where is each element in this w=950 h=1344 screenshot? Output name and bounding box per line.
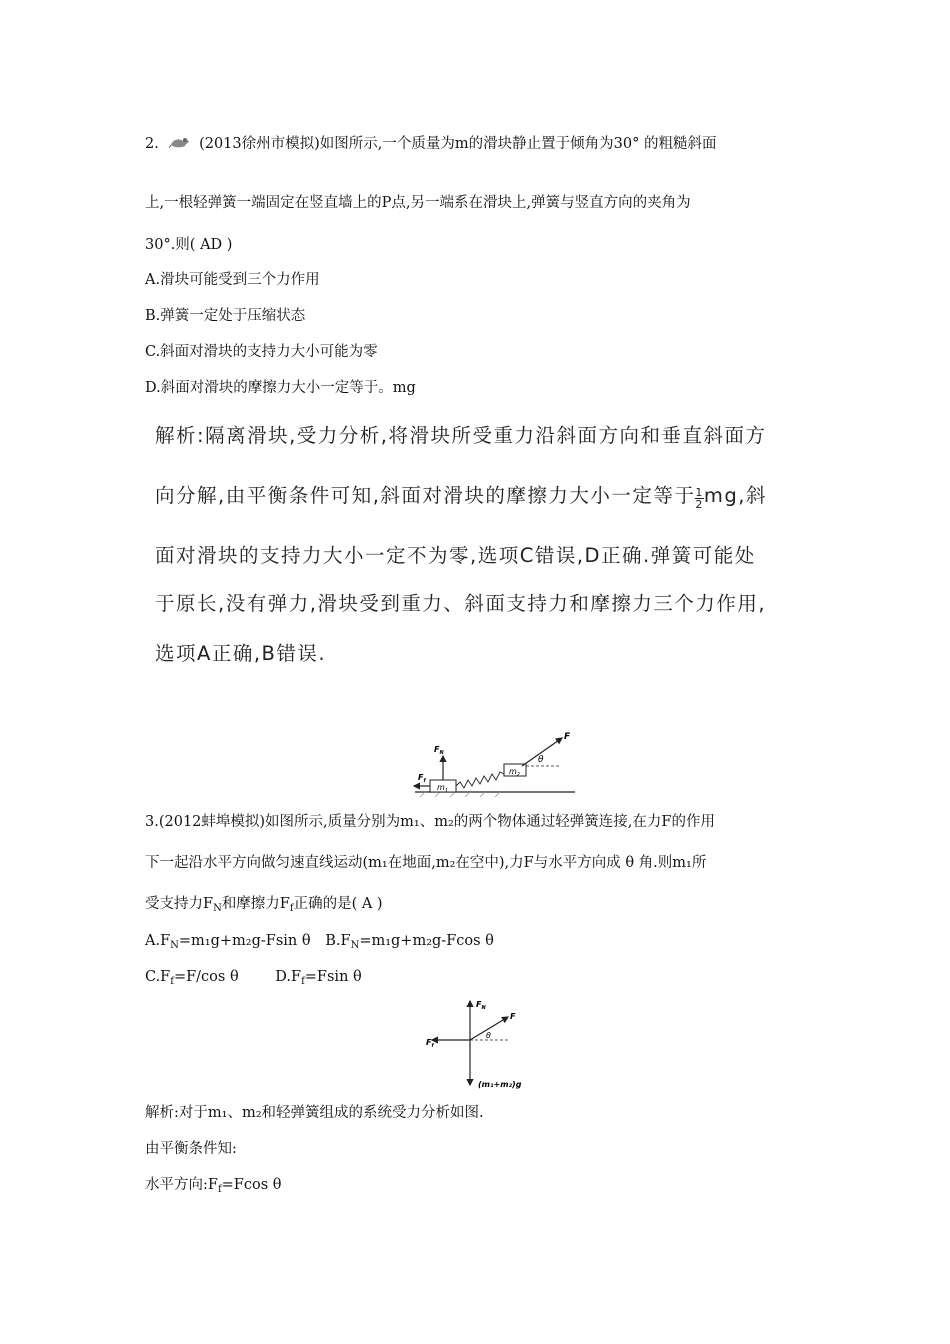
analysis-line1: 解析:隔离滑块,受力分析,将滑块所受重力沿斜面方向和垂直斜面方 [155,424,767,447]
q3-option-a: $A.F_N=m_1g+m_2g$-Fsin θ [145,933,311,951]
q3-l3c: 正确的是( A ) [293,896,383,912]
q2-number: 2. [145,136,159,152]
q3-stem-line2: 下一起沿水平方向做匀速直线运动(m₁在地面,m₂在空中),力F与水平方向成 θ 角.则m₁所 [145,855,707,871]
q2-stem-line1: (2013徐州市模拟)如图所示,一个质量为m的滑块静止置于倾角为30° 的粗糙斜面 [199,136,717,152]
label-f: F [564,732,571,742]
q2-option-c: C.斜面对滑块的支持力大小可能为零 [145,344,378,360]
figure-force-diagram [420,995,550,1091]
q2-option-a: A.滑块可能受到三个力作用 [145,272,320,288]
analysis-line5: 选项A正确,B错误. [155,642,327,665]
mouse-icon [169,134,191,150]
q3-l3a: 受支持力F [145,896,214,912]
figure-spring-blocks [410,728,580,798]
svg-text:m2: $m_2$ [509,767,520,778]
analysis-line2 [155,482,767,510]
tail-line2: 由平衡条件知: [145,1141,237,1157]
spring [456,772,504,788]
q3-stem-line1: 3.(2012蚌埠模拟)如图所示,质量分别为m₁、m₂的两个物体通过轻弹簧连接,在力F的作用 [145,814,715,830]
fraction-numerator: 1 [695,486,704,499]
q3-sub-f: f [289,903,294,914]
label-theta: θ [538,755,544,765]
q2-header [145,134,716,154]
tail-line3: 水平方向$:F_f=Fcos$ θ [145,1177,282,1195]
q2-option-b: B.弹簧一定处于压缩状态 [145,308,306,324]
analysis-line4: 于原长,没有弹力,滑块受到重力、斜面支持力和摩擦力三个力作用, [155,592,767,615]
label-theta2: θ [486,1031,491,1040]
q3-stem-line3 [145,894,383,919]
q3-option-b: $B.F_N=m_1g+m_2g$-Fcos θ [325,933,494,951]
analysis-line2-text: 向分解,由平衡条件可知,斜面对滑块的摩擦力大小一定等于 [155,484,696,507]
svg-text:m1: $m_1$ [437,783,448,794]
tail-line1: 解析:对于m₁、m₂和轻弹簧组成的系统受力分析如图. [145,1105,484,1121]
q2-stem-line3: 30°.则( AD ) [145,237,233,253]
q3-sub-n: N [213,903,222,914]
q3-options-ab [145,931,494,956]
analysis-line2-tail: mg,斜 [703,484,767,507]
q2-option-d: D.斜面对滑块的摩擦力大小一定等于。mg [145,380,416,396]
label-f2: F [510,1012,516,1021]
svg-text:Ff: $F_f$ [426,1038,434,1049]
svg-text:FN: $F_N$ [476,1000,486,1011]
q3-l3b: 和摩擦力F [221,896,290,912]
fraction-denominator: 2 [695,498,704,511]
svg-text:FN: $F_N$ [434,745,444,756]
svg-text:Ff: $F_f$ [418,773,426,784]
analysis-line3: 面对滑块的支持力大小一定不为零,选项C错误,D正确.弹簧可能处 [155,544,756,567]
q3-option-d: $D.F_f=Fsin$ θ [275,969,362,987]
q3-options-cd [145,967,362,992]
label-gravity: (m₁+m₂)g [478,1080,522,1089]
fraction-half [695,487,704,510]
q3-option-c: $C.F_f=F/\cos$ θ [145,969,239,987]
q2-stem-line2: 上,一根轻弹簧一端固定在竖直墙上的P点,另一端系在滑块上,弹簧与竖直方向的夹角为 [145,195,691,211]
